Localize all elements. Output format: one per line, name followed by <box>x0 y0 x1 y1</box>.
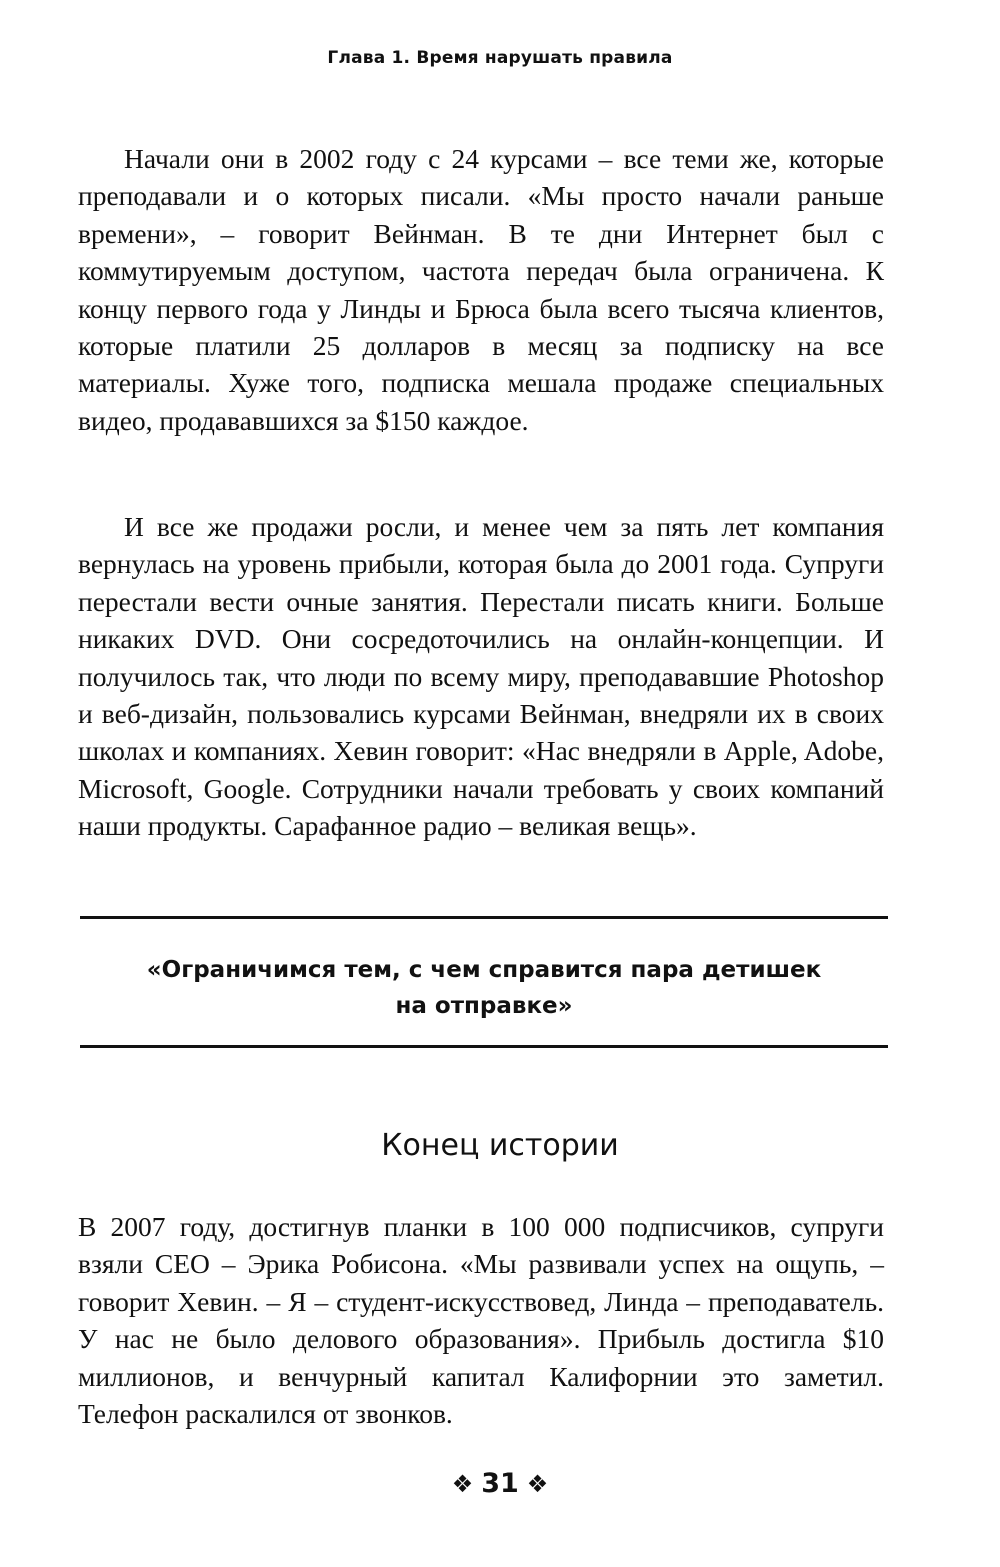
pull-quote-line-1: «Ограничимся тем, с чем справится пара детишек <box>146 957 822 983</box>
body-paragraph-2: И все же продажи росли, и менее чем за пять лет компания вернулась на уровень прибыли, которая была до 2001 года. Супруги перестали вести очные занятия. Перестали писать книги. Больше никаких DVD. Они сосредоточились на онлайн-концепции. И получилось так, что люди по всему миру, преподававшие Photoshop и веб-дизайн, пользовались курсами Вейнман, внедряли их в своих школах и компаниях. Хевин говорит: «Нас внедряли в Apple, Adobe, Microsoft, Google. Сотрудники начали требовать у своих компаний наши продукты. Сарафанное радио – великая вещь». <box>78 511 884 842</box>
page-number: 31 <box>481 1468 519 1499</box>
pull-quote-top-rule <box>80 916 888 919</box>
section-heading: Конец истории <box>381 1128 619 1163</box>
running-header: Глава 1. Время нарушать правила <box>327 48 673 68</box>
ornament-right-icon: ❖ <box>526 1470 549 1498</box>
page-footer <box>0 1468 1000 1499</box>
pull-quote-bottom-rule <box>80 1045 888 1048</box>
body-paragraph-3: В 2007 году, достигнув планки в 100 000 подписчиков, супруги взяли CEO – Эрика Робисона. «Мы развивали успех на ощупь, – говорит Хевин. – Я – студент-искусствовед, Линда – преподаватель. У нас не было делового образования». Прибыль достигла $10 миллионов, и венчурный капитал Калифорнии это заметил. Телефон раскалился от звонков. <box>78 1211 884 1430</box>
pull-quote-line-2: на отправке» <box>395 993 573 1019</box>
body-paragraph-1: Начали они в 2002 году с 24 курсами – все теми же, которые преподавали и о которых писали. «Мы просто начали раньше времени», – говорит Вейнман. В те дни Интернет был с коммутируемым доступом, частота передач была ограничена. К концу первого года у Линды и Брюса была всего тысяча клиентов, которые платили 25 долларов в месяц за подписку на все материалы. Хуже того, подписка мешала продаже специальных видео, продававшихся за $150 каждое. <box>78 143 884 436</box>
ornament-left-icon: ❖ <box>451 1470 474 1498</box>
pull-quote <box>80 952 888 1024</box>
